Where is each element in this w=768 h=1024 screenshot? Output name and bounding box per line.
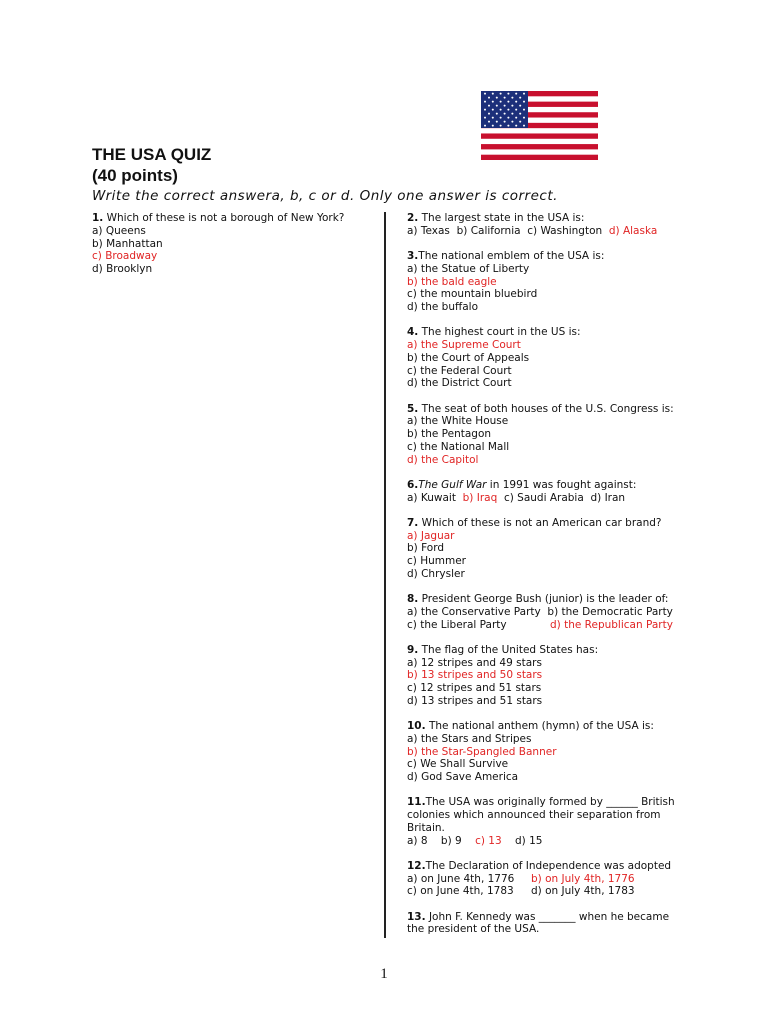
question-text: The USA was originally formed by ______ British	[425, 796, 675, 809]
option-d: d) God Save America	[407, 771, 519, 783]
option-c: c) We Shall Survive	[407, 758, 509, 771]
question-text: in 1991 was fought against:	[486, 478, 637, 491]
question-4	[407, 326, 727, 390]
option-d: d) the buffalo	[407, 301, 478, 313]
question-text-line-2: colonies which announced their separation from	[407, 809, 661, 821]
question-text: The Declaration of Independence was adopted	[425, 859, 672, 872]
question-text-line-2: the president of the USA.	[407, 923, 540, 936]
question-number: 2.	[407, 212, 419, 224]
option-c: c) 12 stripes and 51 stars	[407, 682, 542, 694]
option-b-correct: b) the Star-Spangled Banner	[407, 745, 557, 758]
option-a: a) Texas	[407, 224, 450, 237]
question-text: The flag of the United States has:	[418, 643, 599, 656]
option-d: d) Chrysler	[407, 567, 465, 580]
question-13	[407, 911, 727, 937]
question-number: 11.	[407, 796, 426, 809]
option-c-correct: c) Broadway	[92, 250, 158, 263]
question-6	[407, 479, 727, 505]
option-b: b) the Democratic Party	[547, 605, 673, 618]
option-d: d) Iran	[590, 491, 626, 504]
question-7	[407, 517, 727, 581]
question-text: The national anthem (hymn) of the USA is:	[425, 720, 654, 732]
question-number: 10.	[407, 720, 426, 732]
question-8	[407, 593, 727, 631]
option-d: d) on July 4th, 1783	[531, 885, 635, 898]
option-c: c) the National Mall	[407, 440, 510, 453]
question-number: 7.	[407, 516, 419, 529]
option-d-correct: d) Alaska	[608, 224, 658, 237]
question-number: 1.	[92, 212, 104, 224]
option-d: d) 13 stripes and 51 stars	[407, 694, 543, 707]
option-d: d) Brooklyn	[92, 263, 153, 275]
option-b-correct: b) the bald eagle	[407, 275, 497, 288]
option-a: a) the Conservative Party	[407, 605, 541, 618]
instructions: Write the correct answera, b, c or d. Only one answer is correct.	[92, 188, 558, 204]
question-number: 4.	[407, 326, 419, 339]
question-text-line-3: Britain.	[407, 821, 445, 834]
question-text: President George Bush (junior) is the leader of:	[418, 593, 669, 605]
right-column	[407, 212, 727, 949]
option-d-correct: d) the Capitol	[407, 453, 479, 466]
option-c: c) Washington	[527, 224, 603, 237]
question-text: The seat of both houses of the U.S. Congress is:	[418, 402, 674, 415]
question-12	[407, 860, 727, 898]
option-b-correct: b) Iraq	[462, 491, 498, 504]
question-text: The largest state in the USA is:	[418, 212, 585, 224]
option-b: b) Manhattan	[92, 237, 163, 250]
question-text: Which of these is not a borough of New York?	[103, 212, 345, 224]
question-3	[407, 250, 727, 314]
option-a: a) Kuwait	[407, 491, 456, 504]
question-number: 3.	[407, 250, 419, 262]
question-number: 8.	[407, 593, 419, 605]
question-number: 13.	[407, 910, 426, 923]
option-c: c) the Liberal Party	[407, 618, 507, 631]
question-text: Which of these is not an American car brand?	[418, 516, 662, 529]
option-a: a) the White House	[407, 415, 509, 428]
question-10	[407, 720, 727, 784]
option-b-correct: b) 13 stripes and 50 stars	[407, 669, 543, 682]
question-number: 9.	[407, 643, 419, 656]
title-line-2: (40 points)	[92, 166, 178, 185]
option-d: d) the District Court	[407, 377, 512, 390]
question-text: John F. Kennedy was _______ when he became	[425, 910, 670, 923]
option-b: b) the Pentagon	[407, 428, 492, 440]
quiz-title	[92, 144, 211, 186]
option-a: a) the Stars and Stripes	[407, 732, 532, 745]
column-divider	[384, 212, 386, 938]
question-2	[407, 212, 727, 238]
option-b: b) California	[456, 224, 521, 237]
option-d: d) 15	[515, 834, 543, 847]
option-c: c) the Federal Court	[407, 364, 512, 377]
option-a: a) Queens	[92, 224, 146, 237]
option-c: c) Saudi Arabia	[503, 491, 584, 504]
option-a-correct: a) Jaguar	[407, 529, 455, 542]
question-5	[407, 403, 727, 467]
option-b: b) Ford	[407, 542, 444, 555]
option-c-correct: c) 13	[475, 834, 502, 847]
option-d-correct: d) the Republican Party	[550, 618, 673, 631]
option-a: a) 12 stripes and 49 stars	[407, 656, 542, 669]
option-b-correct: b) on July 4th, 1776	[531, 872, 635, 885]
question-italic-text: The Gulf War	[418, 478, 487, 491]
option-a-correct: a) the Supreme Court	[407, 339, 521, 351]
question-11	[407, 796, 727, 847]
question-number: 6.	[407, 478, 419, 491]
option-a: a) on June 4th, 1776	[407, 872, 515, 885]
option-a: a) 8	[407, 834, 428, 847]
title-line-1: THE USA QUIZ	[92, 145, 212, 164]
option-c: c) Hummer	[407, 555, 466, 567]
left-column	[92, 212, 377, 288]
option-b: b) the Court of Appeals	[407, 351, 530, 364]
page-number: 1	[380, 966, 388, 982]
option-c: c) on June 4th, 1783	[407, 885, 514, 898]
question-number: 5.	[407, 402, 419, 415]
question-text: The national emblem of the USA is:	[418, 250, 605, 262]
question-9	[407, 644, 727, 708]
question-1	[92, 212, 377, 276]
question-number: 12.	[407, 859, 426, 872]
option-b: b) 9	[440, 834, 462, 847]
question-text: The highest court in the US is:	[418, 326, 581, 339]
option-a: a) the Statue of Liberty	[407, 262, 530, 275]
option-c: c) the mountain bluebird	[407, 288, 538, 301]
usa-flag-icon	[481, 91, 598, 160]
